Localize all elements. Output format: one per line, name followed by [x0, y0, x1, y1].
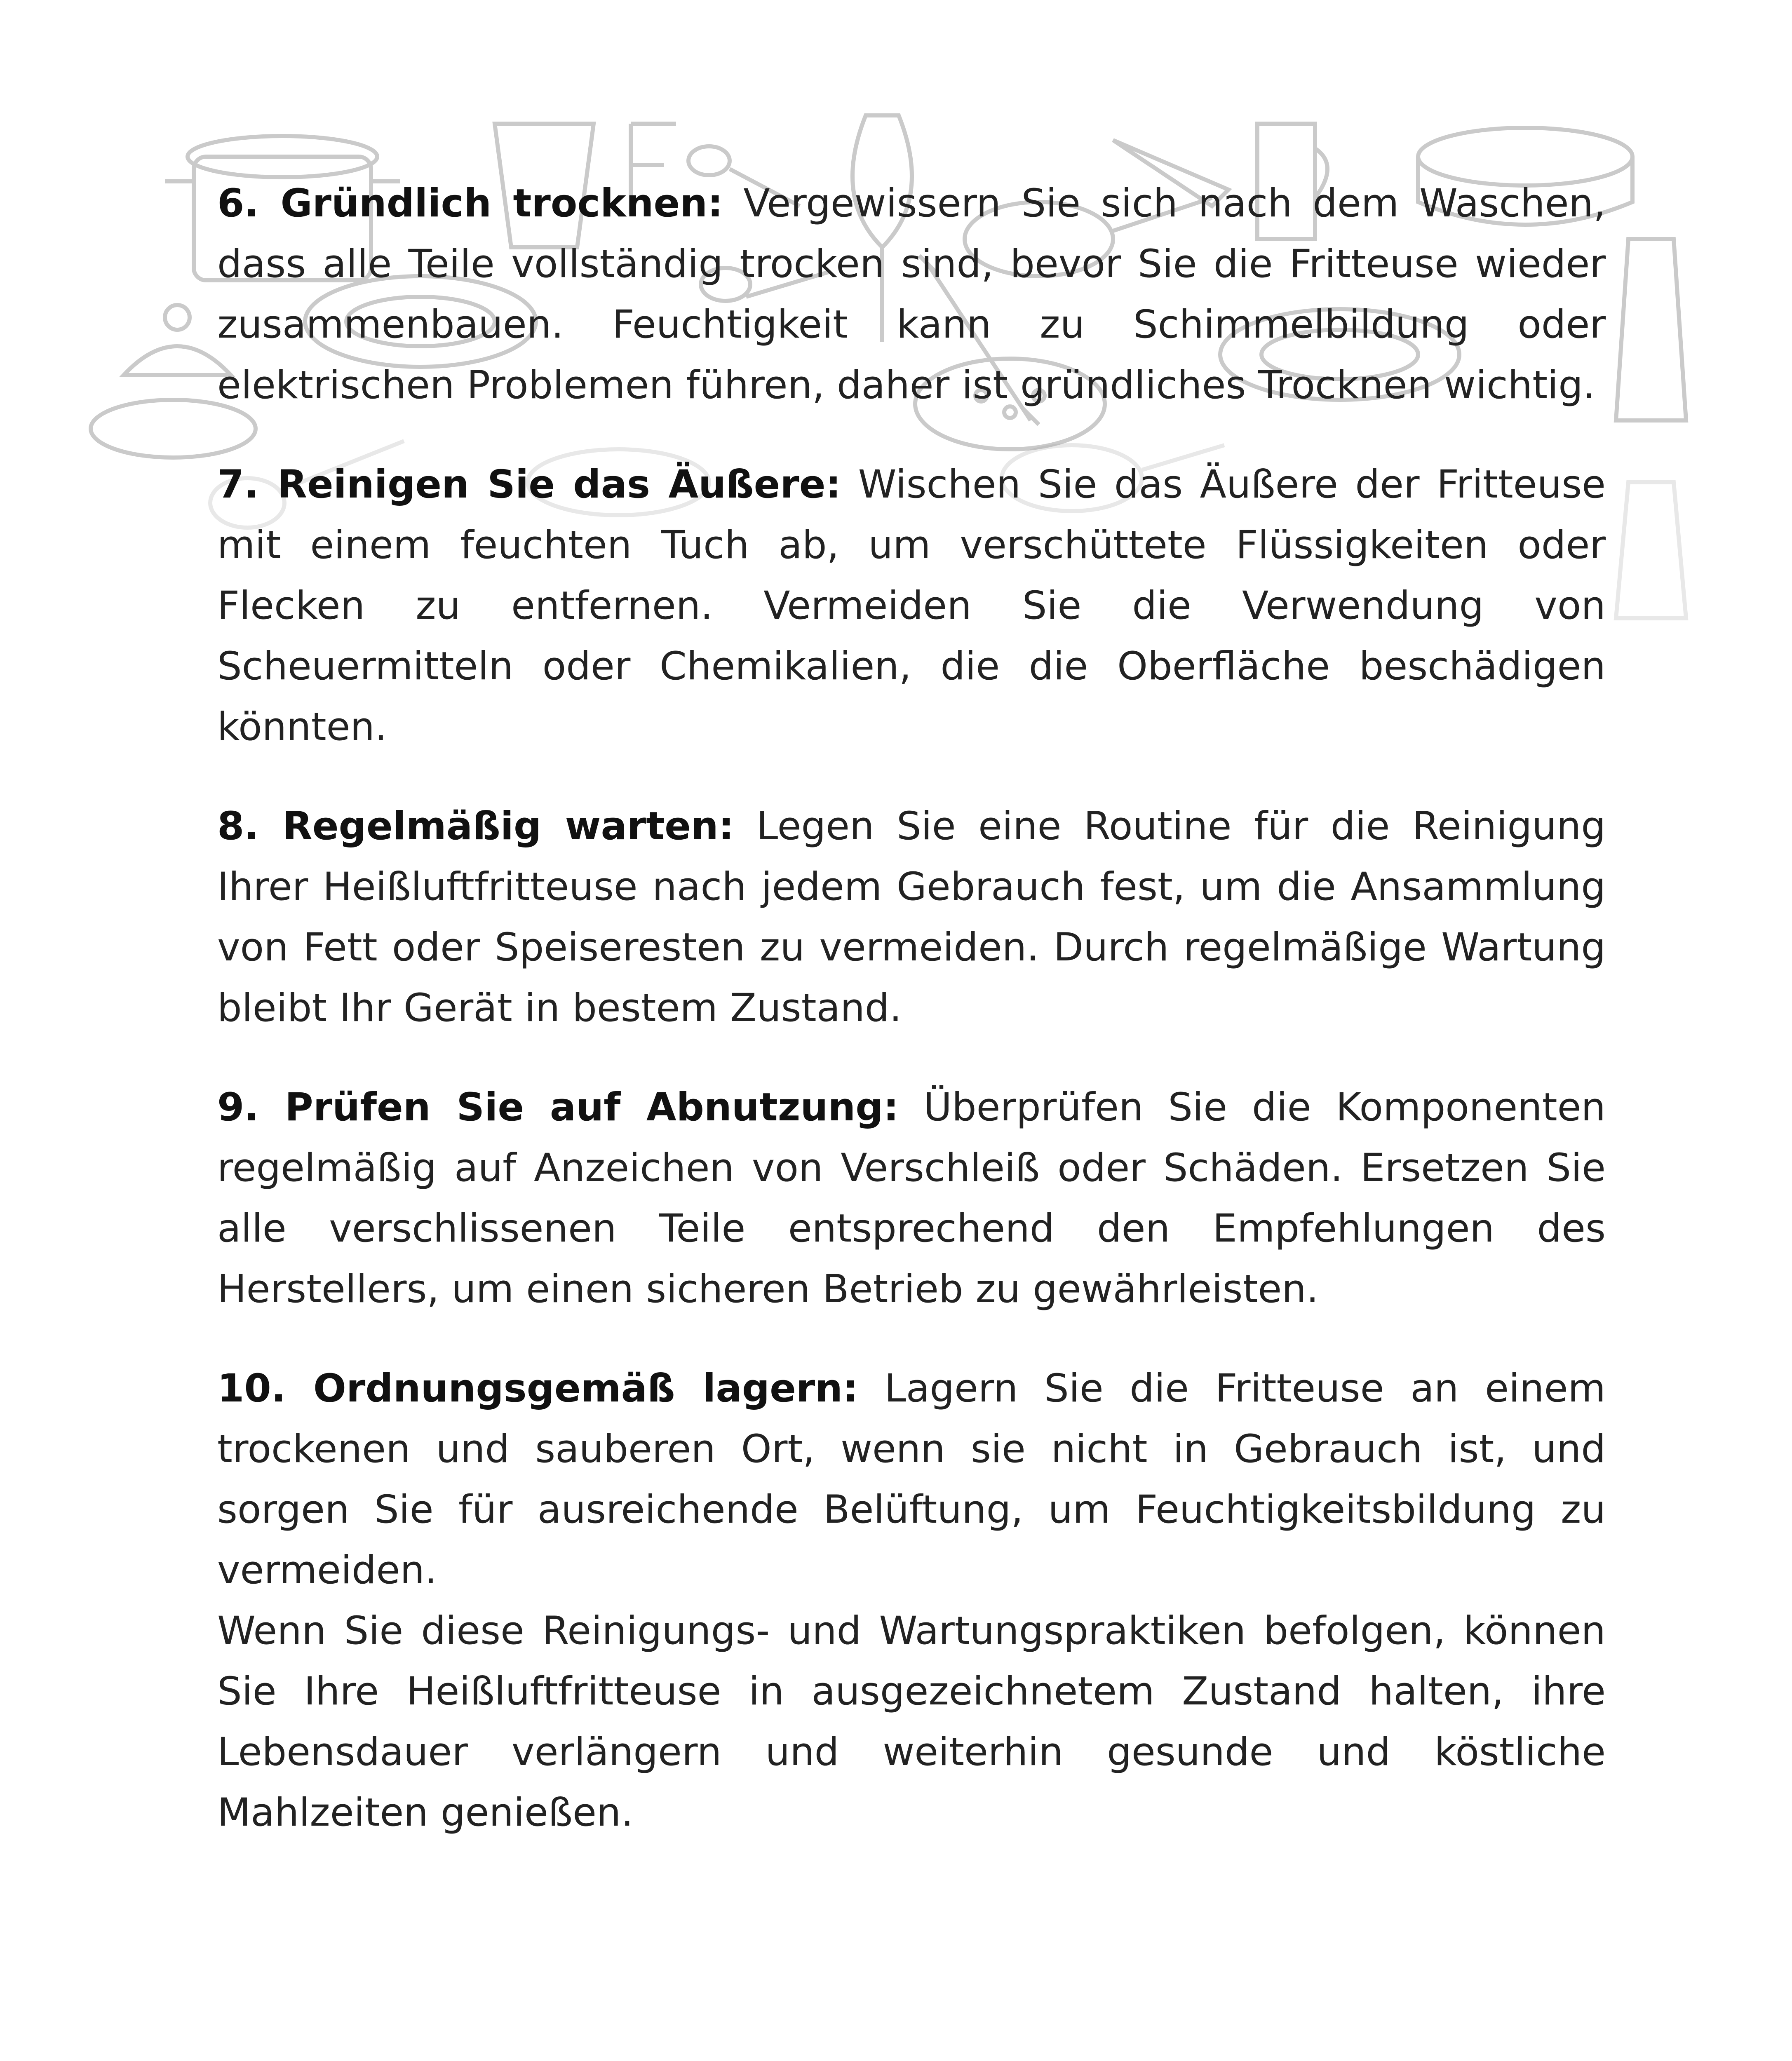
paragraph-heading: 8. Regelmäßig warten:	[217, 804, 734, 849]
paragraph-text: Lagern Sie die Fritteuse an einem trockenen und sauberen Ort, wenn sie nicht in Gebrauch ist, und sorgen Sie für ausreichende Belüftung, um Feuchtigkeitsbildung zu vermeiden.	[217, 1366, 1606, 1593]
paragraph-text: Vergewissern Sie sich nach dem Waschen, dass alle Teile vollständig trocken sind, bevor Sie die Fritteuse wieder zusammenbauen. Feuchtigkeit kann zu Schimmelbildung oder elektrischen Problemen führen, daher ist gründliches Trocknen wichtig.	[217, 181, 1606, 408]
paragraph-heading: 9. Prüfen Sie auf Abnutzung:	[217, 1085, 899, 1130]
grater-icon	[1616, 482, 1686, 618]
paragraph-text: Legen Sie eine Routine für die Reinigung Ihrer Heißluftfritteuse nach jedem Gebrauch fest, um die Ansammlung von Fett oder Speiseresten zu vermeiden. Durch regelmäßige Wartung bleibt Ihr Gerät in bestem Zustand.	[217, 804, 1606, 1030]
closing-paragraph: Wenn Sie diese Reinigungs- und Wartungspraktiken befolgen, können Sie Ihre Heißluftfritteuse in ausgezeichnetem Zustand halten, ihre Lebensdauer verlängern und weiterhin gesunde und köstliche Mahlzeiten genießen.	[217, 1608, 1606, 1835]
paragraph-text: Wischen Sie das Äußere der Fritteuse mit einem feuchten Tuch ab, um verschüttete Flüssigkeiten oder Flecken zu entfernen. Vermeiden Sie die Verwendung von Scheuermitteln oder Chemikalien, die die Oberfläche beschädigen könnten.	[217, 462, 1606, 749]
paragraph-heading: 10. Ordnungsgemäß lagern:	[217, 1366, 858, 1411]
lid-icon	[124, 305, 231, 375]
paragraph-drying	[217, 173, 1606, 415]
document-body	[217, 173, 1606, 1882]
grater-icon	[1616, 239, 1686, 420]
paragraph-storage	[217, 1358, 1606, 1601]
paragraph-maintenance	[217, 796, 1606, 1038]
paragraph-heading: 6. Gründlich trocknen:	[217, 181, 723, 226]
paragraph-text: Überprüfen Sie die Komponenten regelmäßig auf Anzeichen von Verschleiß oder Schäden. Ersetzen Sie alle verschlissenen Teile entsprechend den Empfehlungen des Herstellers, um einen sicheren Betrieb zu gewährleisten.	[217, 1085, 1606, 1312]
paragraph-heading: 7. Reinigen Sie das Äußere:	[217, 462, 841, 507]
paragraph-exterior	[217, 454, 1606, 757]
paragraph-wear-check	[217, 1077, 1606, 1319]
